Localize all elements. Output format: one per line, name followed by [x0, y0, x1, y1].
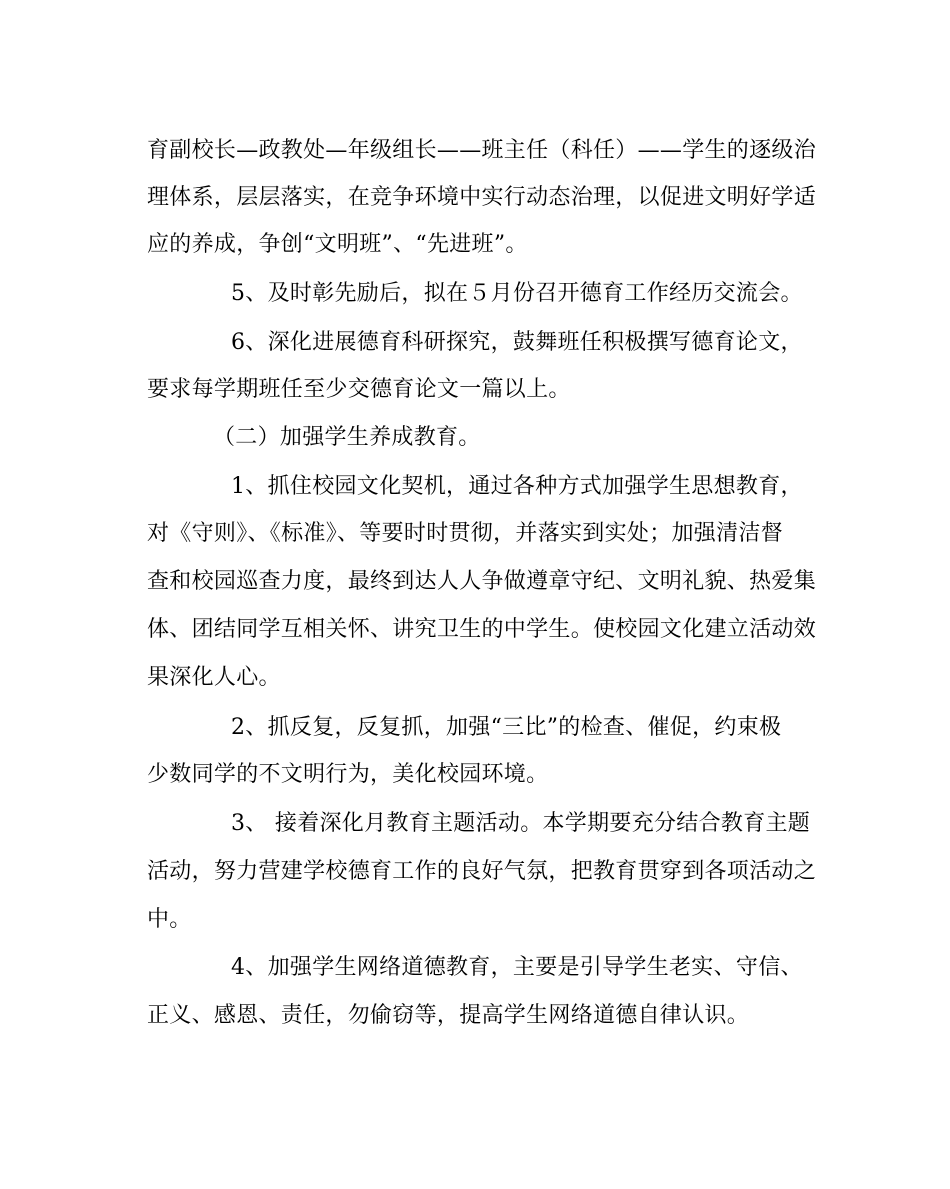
paragraph-line: 正义、感恩、责任，勿偷窃等，提高学生网络道德自律认识。 [147, 1003, 750, 1028]
paragraph-line: 3、 接着深化月教育主题活动。本学期要充分结合教育主题 [231, 811, 811, 836]
paragraph-line: 对《守则》、《标准》、等要时时贯彻，并落实到实处；加强清洁督 [147, 521, 784, 546]
paragraph-line: 1、抓住校园文化契机，通过各种方式加强学生思想教育， [231, 474, 803, 499]
paragraph-line: 应的养成，争创“文明班”、“先进班”。 [147, 232, 528, 257]
paragraph-line: 体、团结同学互相关怀、讲究卫生的中学生。使校园文化建立活动效 [147, 617, 817, 642]
section-heading: （二）加强学生养成教育。 [213, 425, 481, 450]
paragraph-line: 6、深化进展德育科研探究，鼓舞班任积极撰写德育论文， [231, 330, 803, 355]
paragraph-line: 少数同学的不文明行为，美化校园环境。 [147, 762, 549, 787]
paragraph-line: 育副校长—政教处—年级组长——班主任（科任）——学生的逐级治 [147, 138, 817, 163]
paragraph-line: 理体系，层层落实，在竞争环境中实行动态治理，以促进文明好学适 [147, 185, 817, 210]
paragraph-line: 查和校园巡查力度，最终到达人人争做遵章守纪、文明礼貌、热爱集 [147, 569, 817, 594]
paragraph-line: 中。 [147, 907, 192, 932]
paragraph-line: 要求每学期班任至少交德育论文一篇以上。 [147, 377, 571, 402]
paragraph-line: 4、加强学生网络道德教育，主要是引导学生老实、守信、 [231, 955, 803, 980]
paragraph-line: 2、抓反复，反复抓，加强“三比”的检查、催促，约束极 [231, 715, 782, 740]
paragraph-line: 活动，努力营建学校德育工作的良好气氛，把教育贯穿到各项活动之 [147, 859, 817, 884]
paragraph-line: 5、及时彰先励后，拟在５月份召开德育工作经历交流会。 [231, 281, 803, 306]
paragraph-line: 果深化人心。 [147, 665, 281, 690]
